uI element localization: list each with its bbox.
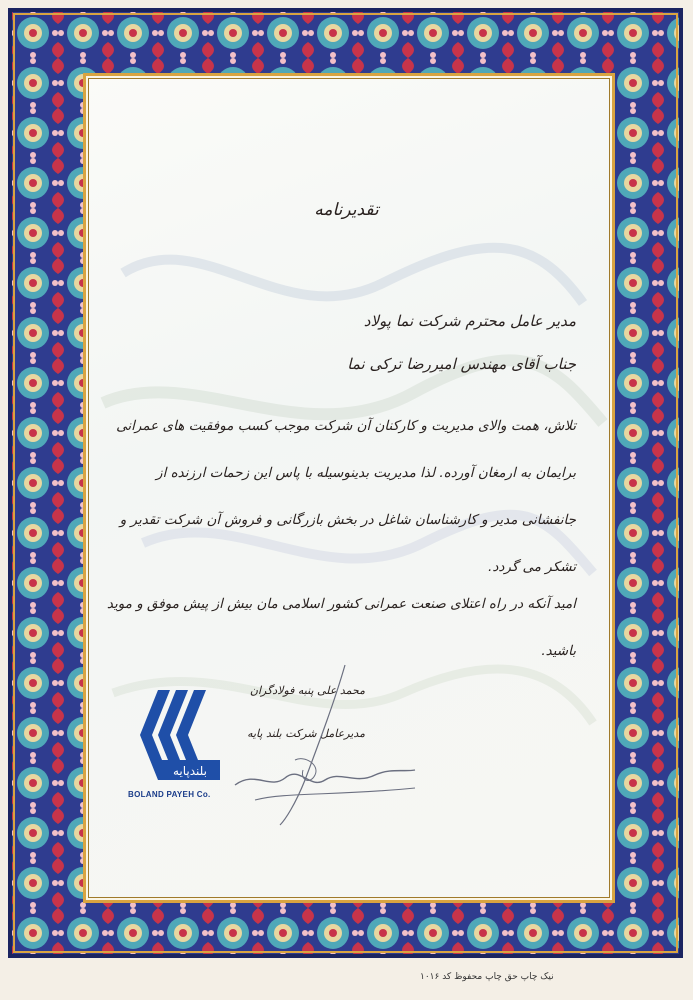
addressee-name: جناب آقای مهندس امیررضا ترکی نما (347, 355, 576, 373)
logo-caption: BOLAND PAYEH Co. (128, 790, 211, 799)
signer-title: مدیرعامل شرکت بلند پایه (247, 727, 365, 740)
signer-name: محمد علی پنبه فولادگران (249, 684, 365, 697)
printer-footer-note: نیک چاپ حق چاپ محفوظ کد ۱۰۱۶ (420, 972, 554, 982)
addressee-position: مدیر عامل محترم شرکت نما پولاد (363, 312, 576, 330)
closing-paragraph: امید آنکه در راه اعتلای صنعت عمرانی کشور اسلامی مان بیش از پیش موفق و موید باشید. (106, 596, 576, 659)
handwritten-signature (225, 660, 425, 830)
logo-wordmark: بلندپایه (172, 764, 208, 778)
company-logo (128, 690, 223, 800)
certificate-title: تقدیرنامه (314, 200, 379, 220)
appreciation-paragraph: تلاش، همت والای مدیریت و کارکنان آن شرکت موجب کسب موفقیت های عمرانی برایمان به ارمغان آورده. لذا مدیریت بدینوسیله با پاس این زحمات ارزنده از جانفشانی مدیر و کارشناسان شاغل در بخش بازرگانی و فروش آن شرکت تقدیر و تشکر می گردد. (116, 418, 576, 575)
